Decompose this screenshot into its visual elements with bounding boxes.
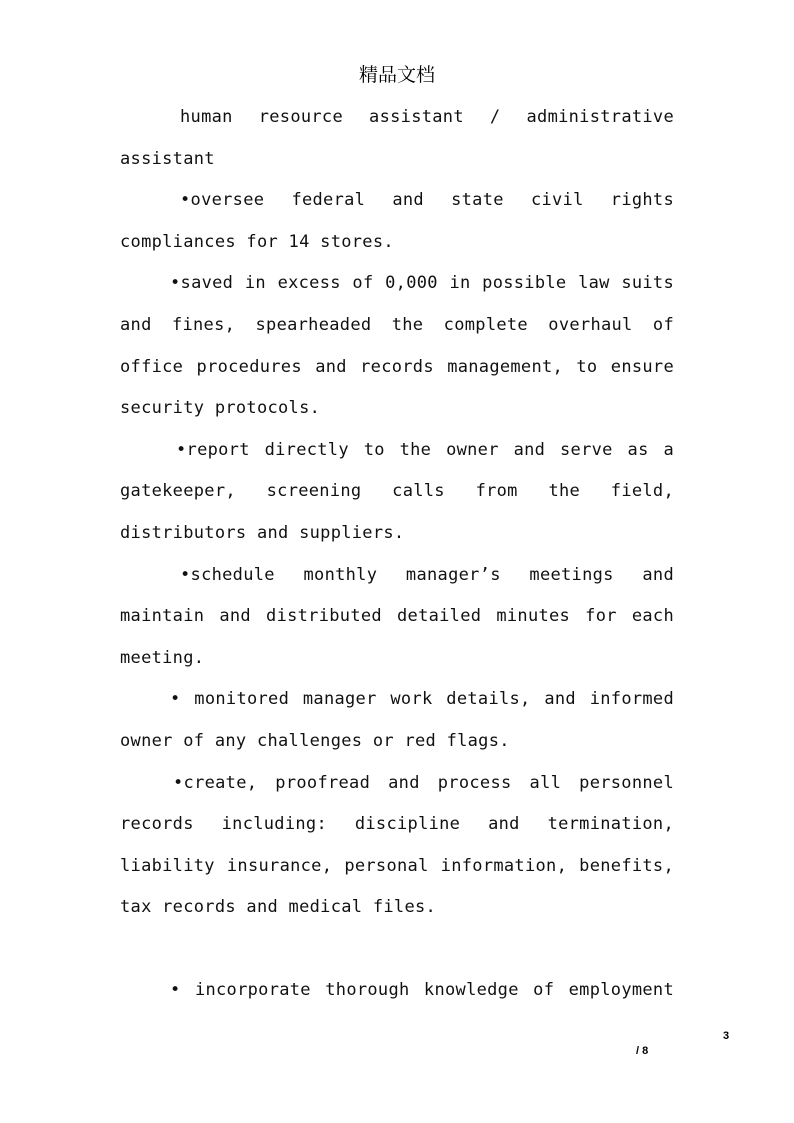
paragraph-heading: human resource assistant / administrative assistant xyxy=(120,107,674,169)
document-body xyxy=(120,97,674,1012)
bullet-paragraph: •create, proofread and process all personnel records including: discipline and termination, liability insurance, personal information, benefits, tax records and medical files. xyxy=(120,772,674,918)
bullet-paragraph: •saved in excess of 0,000 in possible law suits and fines, spearheaded the complete overhaul of office procedures and records management, to ensure security protocols. xyxy=(120,273,674,419)
bullet-paragraph: • monitored manager work details, and informed owner of any challenges or red flags. xyxy=(120,689,674,751)
page-number-current: 3 xyxy=(723,1030,730,1042)
bullet-paragraph: •report directly to the owner and serve as a gatekeeper, screening calls from the field, distributors and suppliers. xyxy=(120,439,674,543)
page-header-title: 精品文档 xyxy=(358,64,435,86)
bullet-paragraph: • incorporate thorough knowledge of employment xyxy=(170,980,674,1001)
bullet-paragraph: •schedule monthly manager’s meetings and maintain and distributed detailed minutes for each meeting. xyxy=(120,564,674,668)
paragraph-gap xyxy=(120,929,674,971)
page-number-total: / 8 xyxy=(636,1045,649,1057)
bullet-paragraph: •oversee federal and state civil rights compliances for 14 stores. xyxy=(120,190,674,252)
